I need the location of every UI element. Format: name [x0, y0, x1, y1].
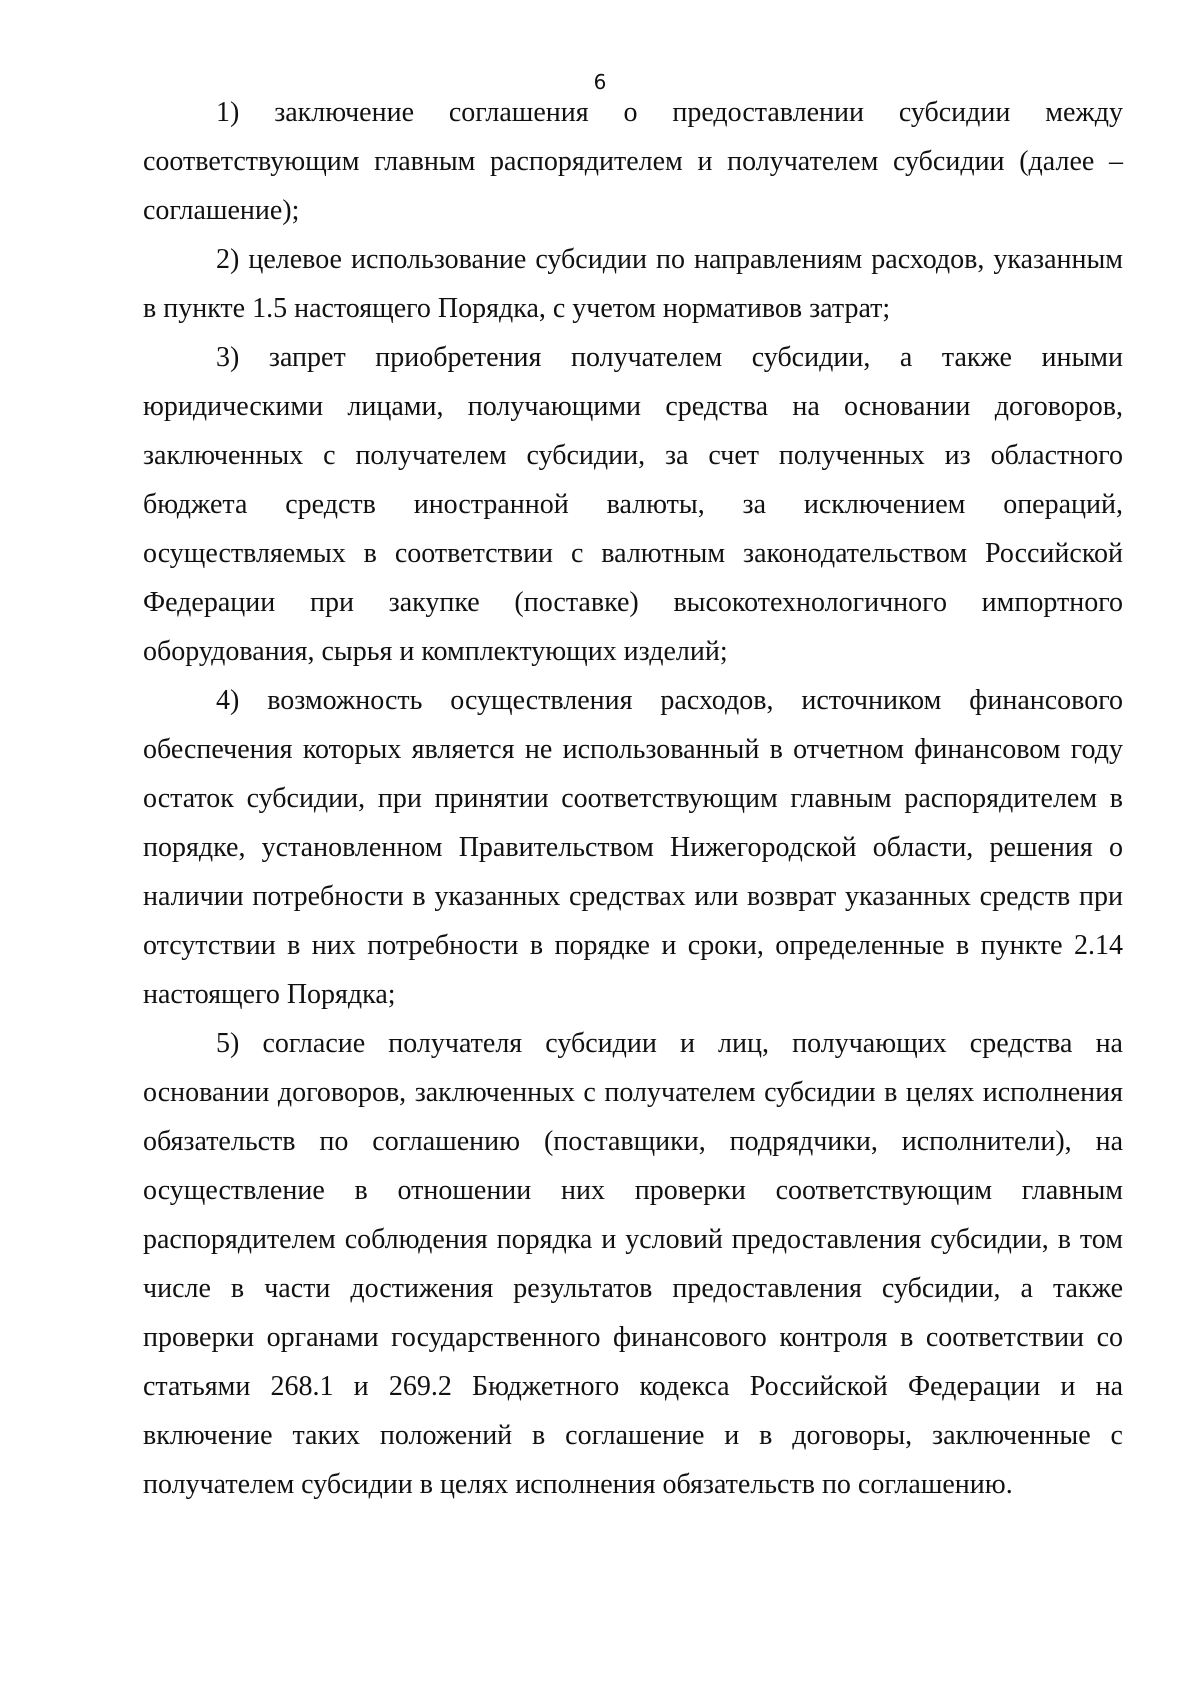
- page-number: 6: [593, 70, 607, 94]
- list-item-2: 2) целевое использование субсидии по направлениям расходов, указанным в пункте 1.5 настоящего Порядка, с учетом нормативов затрат;: [143, 244, 1123, 324]
- list-item-1: 1) заключение соглашения о предоставлении субсидии между соответствующим главным распорядителем и получателем субсидии (далее – соглашение);: [143, 97, 1123, 226]
- list-item-4: 4) возможность осуществления расходов, источником финансового обеспечения которых является не использованный в отчетном финансовом году остаток субсидии, при принятии соответствующим главным распорядителем в порядке, установленном Правительством Нижегородской области, решения о наличии потребности в указанных средствах или возврат указанных средств при отсутствии в них потребности в порядке и сроки, определенные в пункте 2.14 настоящего Порядка;: [143, 685, 1123, 1010]
- document-body: [143, 88, 1123, 1509]
- list-item-3: 3) запрет приобретения получателем субсидии, а также иными юридическими лицами, получающими средства на основании договоров, заключенных с получателем субсидии, за счет полученных из областного бюджета средств иностранной валюты, за исключением операций, осуществляемых в соответствии с валютным законодательством Российской Федерации при закупке (поставке) высокотехнологичного импортного оборудования, сырья и комплектующих изделий;: [143, 342, 1123, 667]
- list-item-5: 5) согласие получателя субсидии и лиц, получающих средства на основании договоров, заключенных с получателем субсидии в целях исполнения обязательств по соглашению (поставщики, подрядчики, исполнители), на осуществление в отношении них проверки соответствующим главным распорядителем соблюдения порядка и условий предоставления субсидии, в том числе в части достижения результатов предоставления субсидии, а также проверки органами государственного финансового контроля в соответствии со статьями 268.1 и 269.2 Бюджетного кодекса Российской Федерации и на включение таких положений в соглашение и в договоры, заключенные с получателем субсидии в целях исполнения обязательств по соглашению.: [143, 1028, 1123, 1500]
